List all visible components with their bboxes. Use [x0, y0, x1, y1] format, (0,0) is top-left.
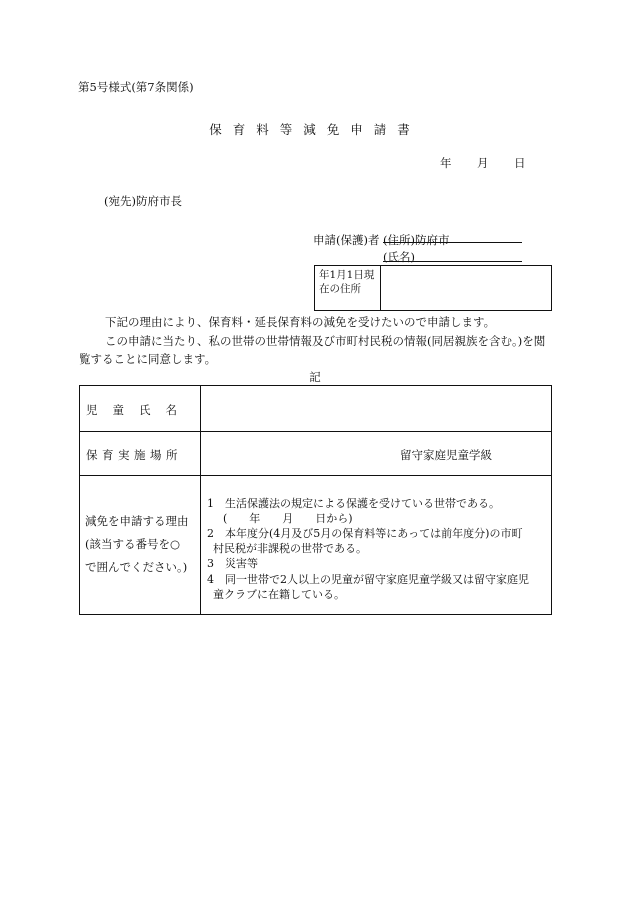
reason-label-line2: (該当する番号を○ — [85, 537, 181, 551]
paragraph-1: 下記の理由により、保育料・延長保育料の減免を受けたいので申請します。 — [105, 315, 496, 329]
reason-4-cont: 童クラブに在籍している。 — [213, 588, 345, 601]
child-name-row — [80, 386, 551, 432]
facility-label-cell — [80, 432, 201, 475]
date-year-label: 年 — [440, 156, 452, 170]
form-number: 第5号様式(第7条関係) — [78, 80, 194, 94]
application-table — [79, 385, 552, 615]
name-underline — [383, 248, 522, 262]
applicant-label: 申請(保護)者 — [313, 233, 380, 247]
reason-2: 2 本年度分(4月及び5月の保育料等にあっては前年度分)の市町 — [207, 527, 523, 540]
reason-3: 3 災害等 — [207, 557, 258, 570]
reason-label-line3: で囲んでください。) — [85, 560, 188, 574]
reason-row — [80, 476, 551, 614]
reason-label-cell — [80, 476, 201, 614]
facility-label: 保育実施場所 — [86, 448, 182, 462]
reason-1-date: ( 年 月 日から) — [223, 512, 353, 525]
ki-heading: 記 — [309, 370, 321, 384]
page-title: 保育料等減免申請書 — [209, 122, 421, 137]
paragraph-2: この申請に当たり、私の世帯の世帯情報及び市町村民税の情報(同居親族を含む。)を閲覧することに同意します。 — [79, 334, 546, 366]
reason-2-cont: 村民税が非課税の世帯である。 — [213, 542, 367, 555]
child-name-label: 児童氏名 — [86, 403, 192, 417]
facility-value: 留守家庭児童学級 — [400, 448, 492, 462]
address-underline — [383, 229, 522, 243]
jan1-address-box — [314, 265, 552, 311]
jan1-address-label: 年1月1日現在の住所 — [315, 266, 381, 310]
reason-4: 4 同一世帯で2人以上の児童が留守家庭児童学級又は留守家庭児 — [207, 573, 529, 586]
facility-row — [80, 432, 551, 476]
reason-label-line1: 減免を申請する理由 — [85, 514, 189, 528]
addressee: (宛先)防府市長 — [104, 194, 182, 208]
date-day-label: 日 — [514, 156, 526, 170]
name-label: (氏名) — [383, 250, 415, 264]
address-label: (住所)防府市 — [383, 233, 450, 247]
reason-1: 1 生活保護法の規定による保護を受けている世帯である。 — [207, 497, 500, 510]
date-month-label: 月 — [477, 156, 489, 170]
child-name-label-cell — [80, 386, 201, 431]
